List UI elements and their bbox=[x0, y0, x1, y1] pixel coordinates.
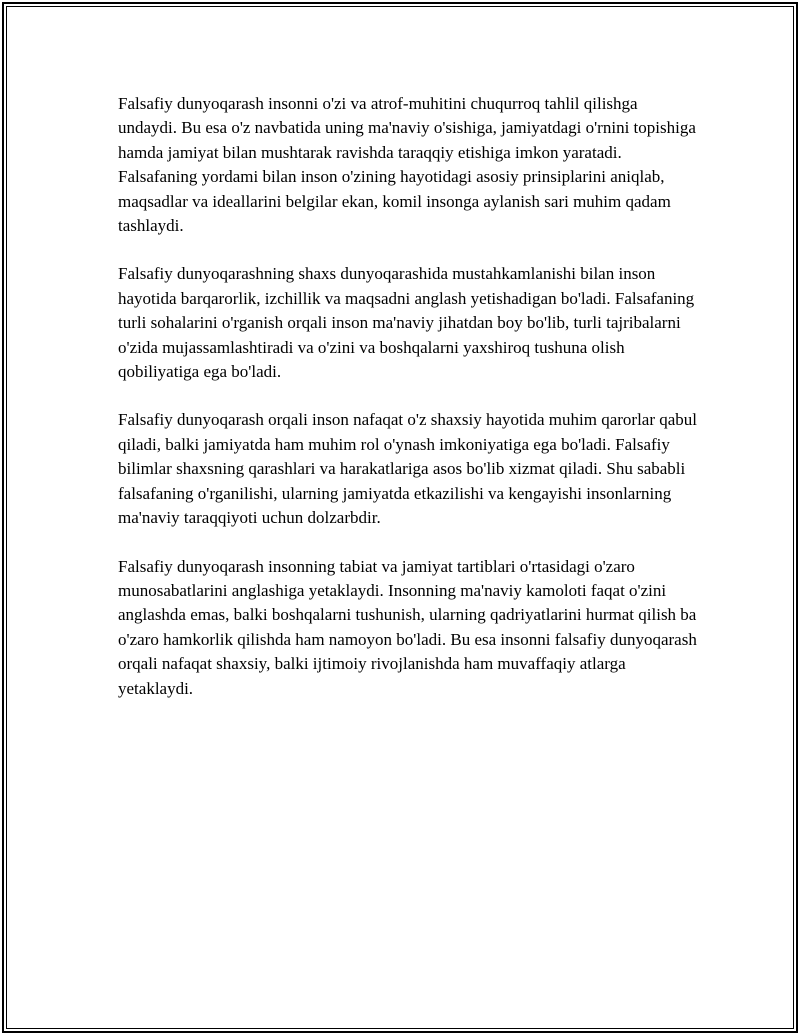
paragraph-3: Falsafiy dunyoqarash orqali inson nafaqat o'z shaxsiy hayotida muhim qarorlar qabul qiladi, balki jamiyatda ham muhim rol o'ynash imkoniyatiga ega bo'ladi. Falsafiy bilimlar shaxsning qarashlari va harakatlariga asos bo'lib xizmat qiladi. Shu sababli falsafaning o'rganilishi, ularning jamiyatda etkazilishi va kengayishi insonlarning ma'naviy taraqqiyoti uchun dolzarbdir. bbox=[118, 410, 698, 528]
paragraph-1: Falsafiy dunyoqarash insonni o'zi va atrof-muhitini chuqurroq tahlil qilishga undaydi. Bu esa o'z navbatida uning ma'naviy o'sishiga, jamiyatdagi o'rnini topishiga hamda jamiyat bilan mushtarak ravishda taraqqiy etishiga imkon yaratadi. Falsafaning yordami bilan inson o'zining hayotidagi asosiy prinsiplarini aniqlab, maqsadlar va ideallarini belgilar ekan, komil insonga aylanish sari muhim qadam tashlaydi. bbox=[118, 94, 696, 236]
paragraph-2: Falsafiy dunyoqarashning shaxs dunyoqarashida mustahkamlanishi bilan inson hayotida barqarorlik, izchillik va maqsadni anglash yetishadigan bo'ladi. Falsafaning turli sohalarini o'rganish orqali inson ma'naviy jihatdan boy bo'lib, turli tajribalarni o'zida mujassamlashtiradi va o'zini va boshqalarni yaxshiroq tushuna olish qobiliyatiga ega bo'ladi. bbox=[118, 264, 695, 382]
document-body bbox=[118, 92, 698, 725]
paragraph-4: Falsafiy dunyoqarash insonning tabiat va jamiyat tartiblari o'rtasidagi o'zaro munosabatlarini anglashiga yetaklaydi. Insonning ma'naviy kamoloti faqat o'zini anglashda emas, balki boshqalarni tushunish, ularning qadriyatlarini hurmat qilish ba o'zaro hamkorlik qilishda ham namoyon bo'ladi. Bu esa insonni falsafiy dunyoqarash orqali nafaqat shaxsiy, balki ijtimoiy rivojlanishda ham muvaffaqiy atlarga yetaklaydi. bbox=[118, 556, 697, 698]
